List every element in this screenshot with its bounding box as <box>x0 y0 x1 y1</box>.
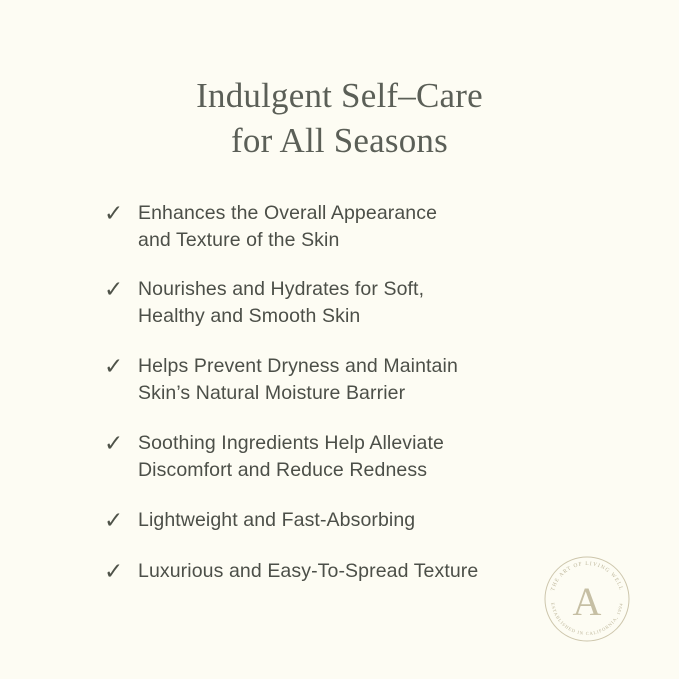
brand-seal <box>537 549 637 649</box>
benefit-line-2: and Texture of the Skin <box>138 228 340 251</box>
page-title-line-2: for All Seasons <box>231 120 448 160</box>
benefit-line-1: Enhances the Overall Appearance <box>138 201 438 224</box>
benefit-line-1: Soothing Ingredients Help Alleviate <box>138 432 444 455</box>
benefit-line-1: Helps Prevent Dryness and Maintain <box>138 355 458 378</box>
list-item <box>104 430 639 484</box>
check-icon: ✓ <box>104 558 124 585</box>
page-title <box>0 0 679 164</box>
benefit-text <box>138 353 458 407</box>
benefit-line-2: Skin’s Natural Moisture Barrier <box>138 382 406 405</box>
benefit-line-1: Luxurious and Easy-To-Spread Texture <box>138 559 479 582</box>
list-item <box>104 200 639 254</box>
seal-monogram: A <box>572 579 602 624</box>
check-icon: ✓ <box>104 277 124 304</box>
benefit-line-1: Lightweight and Fast-Absorbing <box>138 508 416 531</box>
benefits-list <box>0 200 679 587</box>
benefit-text <box>138 430 444 484</box>
benefit-line-2: Discomfort and Reduce Redness <box>138 458 428 481</box>
list-item <box>104 507 639 535</box>
benefit-text <box>138 558 478 585</box>
seal-top-text: THE ART OF LIVING WELL <box>550 560 624 592</box>
list-item <box>104 276 639 330</box>
list-item <box>104 353 639 407</box>
benefit-text <box>138 276 424 330</box>
benefit-text <box>138 507 415 534</box>
check-icon: ✓ <box>104 200 124 227</box>
page-title-line-1: Indulgent Self–Care <box>196 76 483 115</box>
check-icon: ✓ <box>104 354 124 381</box>
check-icon: ✓ <box>104 431 124 458</box>
benefit-text <box>138 200 437 254</box>
benefit-line-2: Healthy and Smooth Skin <box>138 305 361 328</box>
benefit-line-1: Nourishes and Hydrates for Soft, <box>138 278 425 301</box>
check-icon: ✓ <box>104 507 124 534</box>
seal-bottom-text: ESTABLISHED IN CALIFORNIA, 1994 <box>550 602 624 637</box>
